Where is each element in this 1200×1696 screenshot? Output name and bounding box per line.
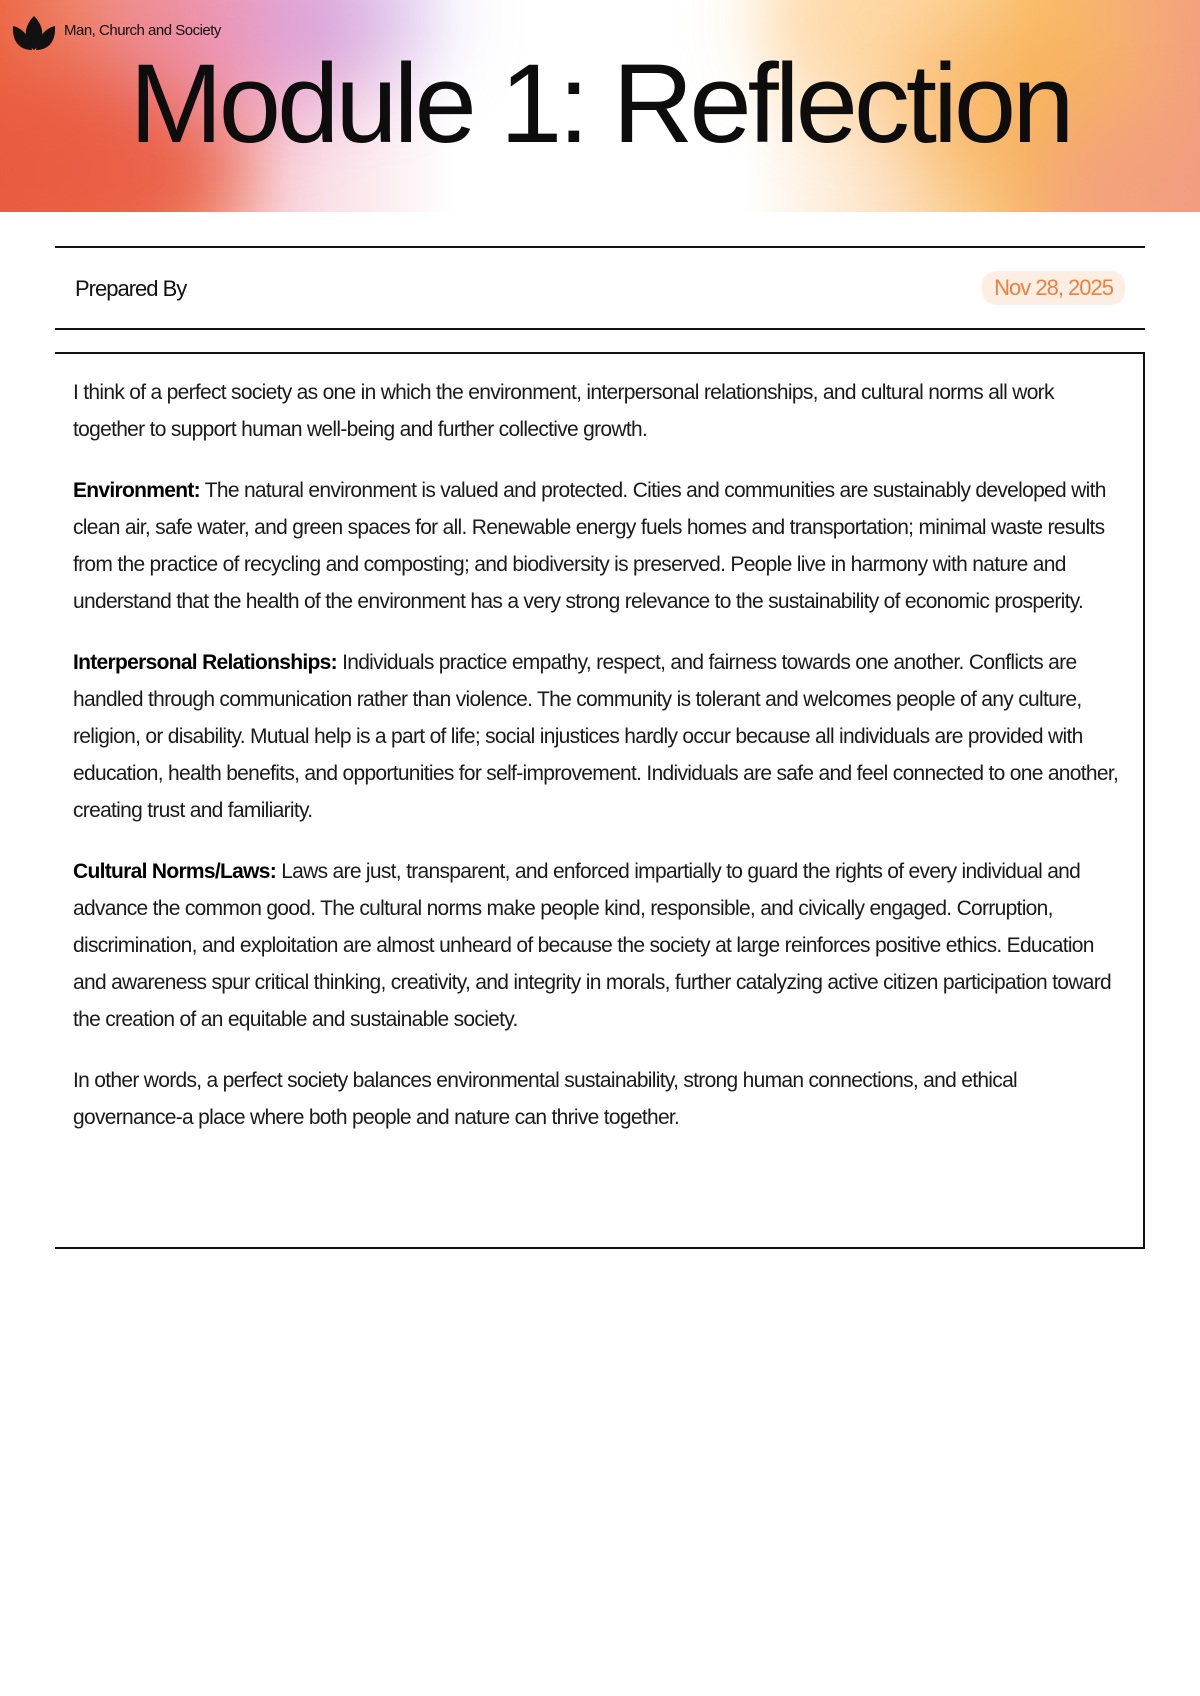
header-banner xyxy=(0,0,1200,212)
environment-paragraph xyxy=(73,472,1121,620)
intro-paragraph: I think of a perfect society as one in which the environment, interpersonal relationships, and cultural norms all work together to support human well-being and further collective growth. xyxy=(73,381,1054,441)
section-text: Laws are just, transparent, and enforced impartially to guard the rights of every individual and advance the common good. The cultural norms make people kind, responsible, and civically engaged. Corruption, discrimination, and exploitation are almost unheard of because the society at large reinforces positive ethics. Education and awareness spur critical thinking, creativity, and integrity in morals, further catalyzing active citizen participation toward the creation of an equitable and sustainable society. xyxy=(73,860,1111,1031)
org-name: Man, Church and Society xyxy=(64,22,221,39)
section-text: Individuals practice empathy, respect, and fairness towards one another. Conflicts are handled through communication rather than violence. The community is tolerant and welcomes people of any culture, religion, or disability. Mutual help is a part of life; social injustices hardly occur because all individuals are provided with education, health benefits, and opportunities for self-improvement. Individuals are safe and feel connected to one another, creating trust and familiarity. xyxy=(73,651,1119,822)
relationships-paragraph xyxy=(73,644,1121,829)
reflection-body xyxy=(55,352,1145,1249)
section-heading: Environment: xyxy=(73,479,200,502)
meta-bar xyxy=(55,246,1145,330)
section-heading: Cultural Norms/Laws: xyxy=(73,860,277,883)
norms-paragraph xyxy=(73,853,1121,1038)
section-text: The natural environment is valued and protected. Cities and communities are sustainably developed with clean air, safe water, and green spaces for all. Renewable energy fuels homes and transportation; minimal waste results from the practice of recycling and composting; and biodiversity is preserved. People live in harmony with nature and understand that the health of the environment has a very strong relevance to the sustainability of economic prosperity. xyxy=(73,479,1106,613)
conclusion-paragraph: In other words, a perfect society balances environmental sustainability, strong human connections, and ethical governance-a place where both people and nature can thrive together. xyxy=(73,1069,1018,1129)
section-heading: Interpersonal Relationships: xyxy=(73,651,337,674)
date-badge: Nov 28, 2025 xyxy=(982,271,1125,305)
page-title: Module 1: Reflection xyxy=(129,41,1071,166)
prepared-by-label: Prepared By xyxy=(75,276,187,301)
